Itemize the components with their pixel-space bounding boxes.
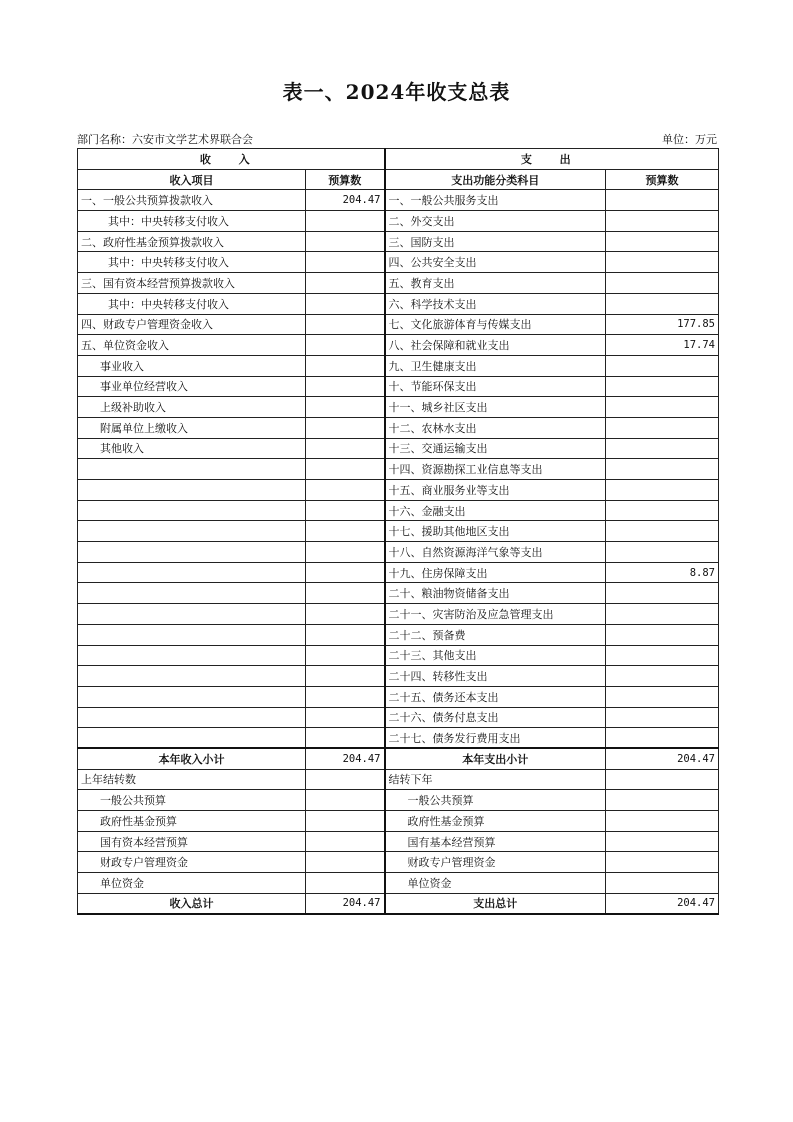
- header-row-main: [78, 149, 719, 170]
- income-item: 其中：中央转移支付收入: [78, 293, 306, 314]
- table-row: [78, 190, 719, 211]
- expense-value: [606, 542, 719, 563]
- table-row: [78, 624, 719, 645]
- income-item: [78, 500, 306, 521]
- income-item: 政府性基金预算: [78, 811, 306, 832]
- table-row: [78, 604, 719, 625]
- expense-value: [606, 355, 719, 376]
- expense-subtotal-value: 204.47: [606, 748, 719, 769]
- income-value: [306, 852, 385, 873]
- table-row: [78, 542, 719, 563]
- income-item: 四、财政专户管理资金收入: [78, 314, 306, 335]
- table-row: [78, 831, 719, 852]
- income-budget-header: 预算数: [306, 169, 385, 190]
- income-subtotal-value: 204.47: [306, 748, 385, 769]
- income-item: 其他收入: [78, 438, 306, 459]
- income-value: [306, 604, 385, 625]
- income-item: 二、政府性基金预算拨款收入: [78, 231, 306, 252]
- expense-value: [606, 728, 719, 749]
- expense-value: [606, 293, 719, 314]
- expense-value: [606, 459, 719, 480]
- income-item: 其中：中央转移支付收入: [78, 211, 306, 232]
- table-row: [78, 686, 719, 707]
- table-row: [78, 293, 719, 314]
- income-value: [306, 231, 385, 252]
- table-row: [78, 873, 719, 894]
- income-item: [78, 686, 306, 707]
- table-row: [78, 583, 719, 604]
- expense-item: 十三、交通运输支出: [385, 438, 606, 459]
- income-value: [306, 211, 385, 232]
- expense-item: 十六、金融支出: [385, 500, 606, 521]
- income-item: [78, 542, 306, 563]
- income-item: 上级补助收入: [78, 397, 306, 418]
- expense-value: [606, 273, 719, 294]
- table-row: [78, 521, 719, 542]
- expense-item: 财政专户管理资金: [385, 852, 606, 873]
- expense-item: 十五、商业服务业等支出: [385, 480, 606, 501]
- expense-value: [606, 686, 719, 707]
- income-value: 204.47: [306, 190, 385, 211]
- budget-table: [77, 148, 719, 915]
- expense-item: 十二、农林水支出: [385, 417, 606, 438]
- income-item: 国有资本经营预算: [78, 831, 306, 852]
- income-item: [78, 480, 306, 501]
- income-value: [306, 707, 385, 728]
- table-row: [78, 252, 719, 273]
- income-header: 收 入: [78, 149, 385, 170]
- table-row: [78, 417, 719, 438]
- expense-value: [606, 645, 719, 666]
- income-item: 一、一般公共预算拨款收入: [78, 190, 306, 211]
- income-item: [78, 728, 306, 749]
- expense-value: [606, 211, 719, 232]
- income-value: [306, 314, 385, 335]
- expense-item: 八、社会保障和就业支出: [385, 335, 606, 356]
- expense-value: [606, 521, 719, 542]
- table-row: [78, 438, 719, 459]
- table-row: [78, 355, 719, 376]
- income-value: [306, 459, 385, 480]
- income-value: [306, 417, 385, 438]
- table-row: [78, 500, 719, 521]
- income-subtotal-label: 本年收入小计: [78, 748, 306, 769]
- expense-item: 十一、城乡社区支出: [385, 397, 606, 418]
- expense-value: [606, 438, 719, 459]
- income-item: 事业收入: [78, 355, 306, 376]
- income-item: 财政专户管理资金: [78, 852, 306, 873]
- expense-item: 二十四、转移性支出: [385, 666, 606, 687]
- table-row: [78, 811, 719, 832]
- income-item: [78, 707, 306, 728]
- expense-value: [606, 624, 719, 645]
- expense-item-header: 支出功能分类科目: [385, 169, 606, 190]
- income-value: [306, 873, 385, 894]
- income-item: 一般公共预算: [78, 790, 306, 811]
- income-item: [78, 459, 306, 480]
- income-item: [78, 562, 306, 583]
- income-value: [306, 811, 385, 832]
- income-item: [78, 666, 306, 687]
- expense-item: 三、国防支出: [385, 231, 606, 252]
- expense-total-label: 支出总计: [385, 893, 606, 914]
- income-value: [306, 252, 385, 273]
- unit-label: 单位：万元: [662, 133, 717, 146]
- income-item: [78, 604, 306, 625]
- table-row: [78, 273, 719, 294]
- expense-value: 177.85: [606, 314, 719, 335]
- expense-item: 五、教育支出: [385, 273, 606, 294]
- expense-value: [606, 190, 719, 211]
- income-value: [306, 728, 385, 749]
- income-total-value: 204.47: [306, 893, 385, 914]
- expense-item: 二十一、灾害防治及应急管理支出: [385, 604, 606, 625]
- income-value: [306, 355, 385, 376]
- expense-value: [606, 480, 719, 501]
- table-row: [78, 790, 719, 811]
- expense-item: 二十二、预备费: [385, 624, 606, 645]
- income-value: [306, 521, 385, 542]
- expense-subtotal-label: 本年支出小计: [385, 748, 606, 769]
- expense-item: 单位资金: [385, 873, 606, 894]
- expense-item: 十四、资源勘探工业信息等支出: [385, 459, 606, 480]
- income-value: [306, 790, 385, 811]
- subtotal-row: [78, 748, 719, 769]
- expense-item: 七、文化旅游体育与传媒支出: [385, 314, 606, 335]
- total-section: [78, 893, 719, 914]
- income-value: [306, 583, 385, 604]
- expense-item: 六、科学技术支出: [385, 293, 606, 314]
- expense-value: 8.87: [606, 562, 719, 583]
- expense-item: 四、公共安全支出: [385, 252, 606, 273]
- expense-item: 二十七、债务发行费用支出: [385, 728, 606, 749]
- income-item: 其中：中央转移支付收入: [78, 252, 306, 273]
- expense-value: [606, 769, 719, 790]
- income-value: [306, 624, 385, 645]
- income-value: [306, 831, 385, 852]
- table-row: [78, 562, 719, 583]
- expense-value: [606, 707, 719, 728]
- income-value: [306, 397, 385, 418]
- meta-line: [77, 131, 717, 147]
- income-value: [306, 376, 385, 397]
- income-value: [306, 686, 385, 707]
- expense-value: [606, 790, 719, 811]
- expense-item: 二十、粮油物资储备支出: [385, 583, 606, 604]
- table-row: [78, 666, 719, 687]
- table-row: [78, 645, 719, 666]
- department-name: 部门名称：六安市文学艺术界联合会: [77, 133, 253, 146]
- table-row: [78, 852, 719, 873]
- income-value: [306, 273, 385, 294]
- income-value: [306, 769, 385, 790]
- expense-budget-header: 预算数: [606, 169, 719, 190]
- table-row: [78, 376, 719, 397]
- income-value: [306, 480, 385, 501]
- total-row: [78, 893, 719, 914]
- expense-value: [606, 811, 719, 832]
- income-value: [306, 562, 385, 583]
- header-row-sub: [78, 169, 719, 190]
- income-total-label: 收入总计: [78, 893, 306, 914]
- table-row: [78, 314, 719, 335]
- expense-item: 国有基本经营预算: [385, 831, 606, 852]
- table-row: [78, 397, 719, 418]
- page-title: 表一、2024年收支总表: [282, 80, 511, 104]
- expense-header: 支 出: [385, 149, 719, 170]
- income-item: [78, 521, 306, 542]
- expense-item: 二十三、其他支出: [385, 645, 606, 666]
- income-item: [78, 645, 306, 666]
- income-item: [78, 583, 306, 604]
- table-row: [78, 459, 719, 480]
- expense-item: 结转下年: [385, 769, 606, 790]
- expense-value: [606, 831, 719, 852]
- income-value: [306, 293, 385, 314]
- expense-value: [606, 666, 719, 687]
- expense-item: 一、一般公共服务支出: [385, 190, 606, 211]
- expense-item: 十九、住房保障支出: [385, 562, 606, 583]
- table-row: [78, 728, 719, 749]
- expense-value: [606, 376, 719, 397]
- expense-value: [606, 397, 719, 418]
- table-row: [78, 707, 719, 728]
- expense-total-value: 204.47: [606, 893, 719, 914]
- table-row: [78, 231, 719, 252]
- income-item: [78, 624, 306, 645]
- expense-value: [606, 500, 719, 521]
- income-item-header: 收入项目: [78, 169, 306, 190]
- income-item: 上年结转数: [78, 769, 306, 790]
- carry-rows: [78, 769, 719, 893]
- expense-value: [606, 583, 719, 604]
- income-value: [306, 542, 385, 563]
- income-item: 附属单位上缴收入: [78, 417, 306, 438]
- table-row: [78, 480, 719, 501]
- expense-value: [606, 873, 719, 894]
- expense-item: 一般公共预算: [385, 790, 606, 811]
- income-value: [306, 500, 385, 521]
- expense-item: 二十五、债务还本支出: [385, 686, 606, 707]
- expense-value: [606, 417, 719, 438]
- income-value: [306, 438, 385, 459]
- income-item: 三、国有资本经营预算拨款收入: [78, 273, 306, 294]
- expense-value: [606, 852, 719, 873]
- expense-item: 政府性基金预算: [385, 811, 606, 832]
- table-row: [78, 769, 719, 790]
- income-value: [306, 645, 385, 666]
- expense-item: 十、节能环保支出: [385, 376, 606, 397]
- expense-item: 十七、援助其他地区支出: [385, 521, 606, 542]
- body-rows: [78, 190, 719, 749]
- expense-value: [606, 231, 719, 252]
- expense-value: [606, 604, 719, 625]
- expense-value: [606, 252, 719, 273]
- income-item: 事业单位经营收入: [78, 376, 306, 397]
- income-value: [306, 666, 385, 687]
- expense-value: 17.74: [606, 335, 719, 356]
- subtotal-section: [78, 748, 719, 769]
- income-item: 五、单位资金收入: [78, 335, 306, 356]
- income-value: [306, 335, 385, 356]
- table-row: [78, 335, 719, 356]
- expense-item: 二十六、债务付息支出: [385, 707, 606, 728]
- expense-item: 二、外交支出: [385, 211, 606, 232]
- table-row: [78, 211, 719, 232]
- expense-item: 九、卫生健康支出: [385, 355, 606, 376]
- income-item: 单位资金: [78, 873, 306, 894]
- expense-item: 十八、自然资源海洋气象等支出: [385, 542, 606, 563]
